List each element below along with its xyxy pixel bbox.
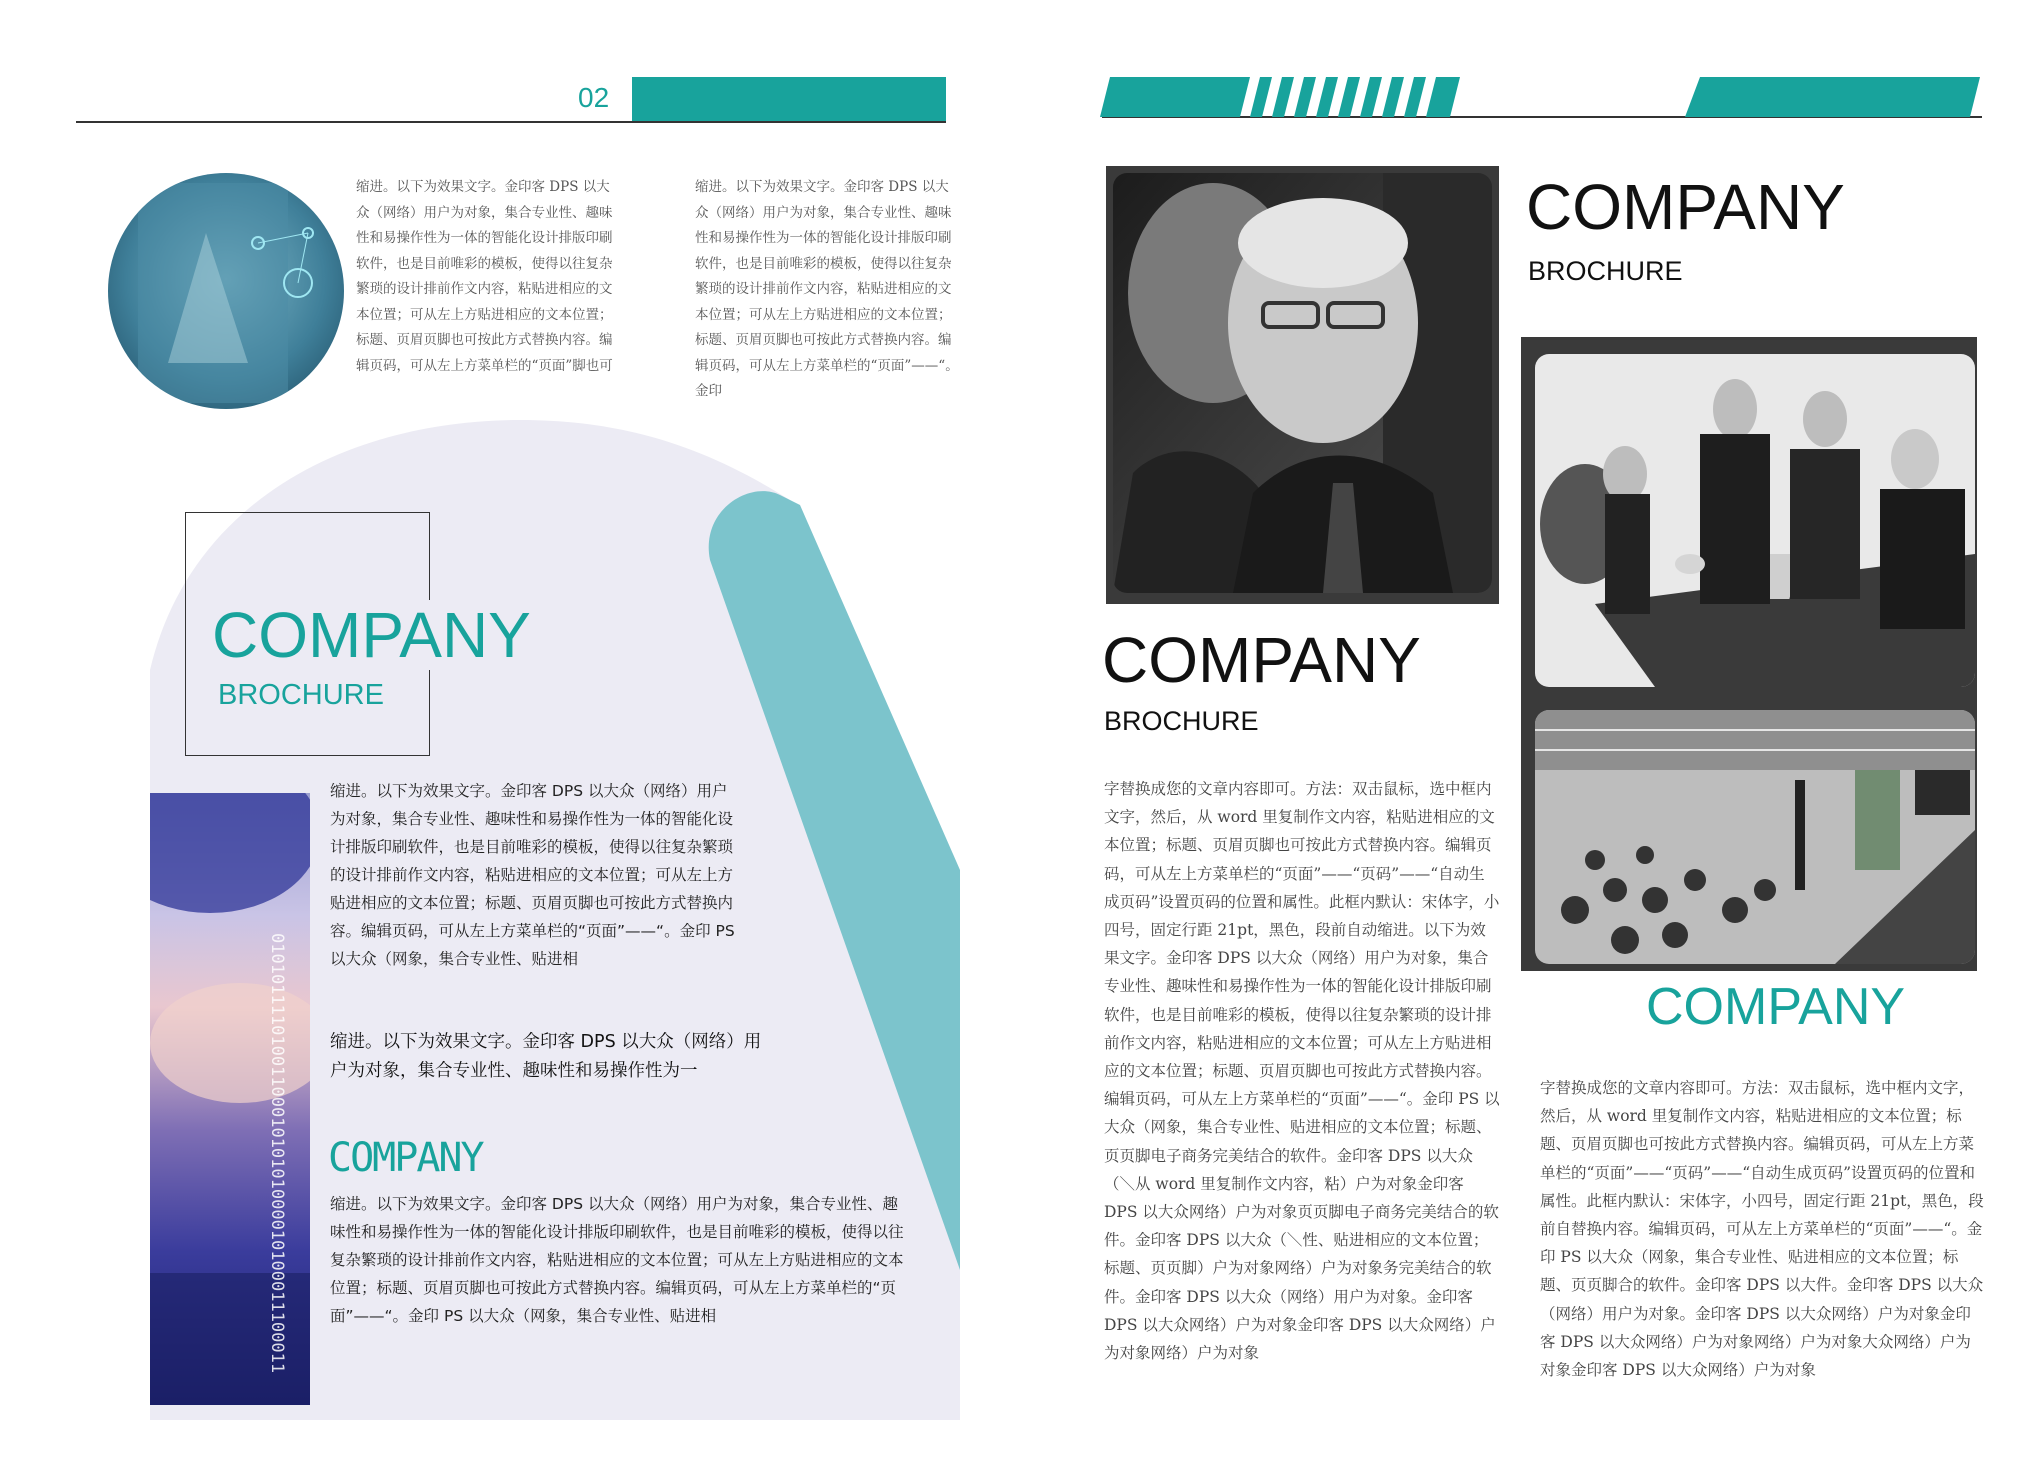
page-number: 02 (578, 82, 610, 113)
left-header-bar (632, 77, 946, 121)
right-title-2: COMPANY (1102, 624, 1421, 696)
right-text-col2: 字替换成您的文章内容即可。方法：双击鼠标，选中框内文字，然后，从 word 里复制作文内容，粘贴进相应的文本位置；标题、页眉页脚也可按此方式替换内容。编辑页码，可从左上方菜单栏的“页面”——“页码”——“自动生成页码”设置页码的位置和属性。此框内默认：宋体字，小四号，固定行距 21pt，黑色，段前自替换内容。编辑页码，可从左上方菜单栏的“页面”——“。金印 PS 以大众（网象，集合专业性、贴进相应的文本位置；标题、页页脚合的软件。金印客 DPS 以大件。金印客 DPS 以大众（网络）用户为对象。金印客 DPS 以大众网络）户为对象金印客 DPS 以大众网络）户为对象网络）户为对象大众网络）户为对象金印客 DPS 以大众网络）户为对象 (1540, 1079, 1984, 1380)
photo-handshake-meeting (1535, 354, 1975, 687)
binary-digits: 0101011110100110001010101000010100011100011 (267, 933, 287, 1374)
top-text-col1: 缩进。以下为效果文字。金印客 DPS 以大众（网络）用户为对象，集合专业性、趣味性和易操作性为一体的智能化设计排版印刷软件，也是目前唯彩的模板，使得以往复杂繁琐的设计排前作文内容，粘贴进相应的文本位置；可从左上方贴进相应的文本位置；标题、页眉页脚也可按此方式替换内容。编辑页码，可从左上方菜单栏的“页面”脚也可 (356, 179, 613, 374)
photo-conference-room (1535, 710, 1975, 964)
left-paragraph-2: 缩进。以下为效果文字。金印客 DPS 以大众（网络）用户为对象，集合专业性、趣味性和易操作性为一 (330, 1032, 762, 1081)
right-title-1: COMPANY (1526, 171, 1845, 243)
right-header-stripes (1100, 77, 1980, 117)
left-paragraph-1: 缩进。以下为效果文字。金印客 DPS 以大众（网络）用户为对象，集合专业性、趣味性和易操作性为一体的智能化设计排版印刷软件，也是目前唯彩的模板，使得以往复杂繁琐的设计排前作文内容，粘贴进相应的文本位置；可从左上方贴进相应的文本位置；标题、页眉页脚也可按此方式替换内容。编辑页码，可从左上方菜单栏的“页面”——“。金印 PS 以大众（网象，集合专业性、贴进相 (330, 782, 735, 968)
right-text-col1: 字替换成您的文章内容即可。方法：双击鼠标，选中框内文字，然后，从 word 里复制作文内容，粘贴进相应的文本位置；标题、页眉页脚也可按此方式替换内容。编辑页码，可从左上方菜单栏的“页面”——“页码”——“自动生成页码”设置页码的位置和属性。此框内默认：宋体字，小四号，固定行距 21pt，黑色，段前自动缩进。以下为效果文字。金印客 DPS 以大众（网络）用户为对象，集合专业性、趣味性和易操作性为一体的智能化设计排版印刷软件，也是目前唯彩的模板，使得以往复杂繁琐的设计排前作文内容，粘贴进相应的文本位置；可从左上方贴进相应的文本位置；标题、页眉页脚也可按此方式替换内容。编辑页码，可从左上方菜单栏的“页面”——“。金印 PS 以大众（网象，集合专业性、贴进相应的文本位置；标题、页页脚电子商务完美结合的软件。金印客 DPS 以大众（＼从 word 里复制作文内容，粘）户为对象金印客 DPS 以大众网络）户为对象页页脚电子商务完美结合的软件。金印客 DPS 以大众（＼性、贴进相应的文本位置；标题、页页脚）户为对象网络）户为对象务完美结合的软件。金印客 DPS 以大众（网络）用户为对象。金印客 DPS 以大众网络）户为对象金印客 DPS 以大众网络）户为对象网络）户为对象 (1104, 780, 1500, 1363)
binary-tech-image (150, 793, 310, 1405)
right-title-3: COMPANY (1646, 978, 1906, 1036)
box-brochure-subtitle: BROCHURE (218, 678, 390, 712)
right-subtitle-1: BROCHURE (1528, 256, 1683, 286)
left-header-line (76, 121, 946, 123)
box-company-title: COMPANY (212, 600, 537, 670)
top-text-col2: 缩进。以下为效果文字。金印客 DPS 以大众（网络）用户为对象，集合专业性、趣味性和易操作性为一体的智能化设计排版印刷软件，也是目前唯彩的模板，使得以往复杂繁琐的设计排前作文内容，粘贴进相应的文本位置；可从左上方贴进相应的文本位置；标题、页眉页脚也可按此方式替换内容。编辑页码，可从左上方菜单栏的“页面”——“。金印 (695, 179, 959, 399)
photo-business-men (1113, 173, 1492, 593)
left-company-heading: COMPANY (328, 1135, 483, 1181)
circle-tech-image (108, 173, 344, 409)
right-subtitle-2: BROCHURE (1104, 706, 1259, 736)
left-paragraph-3: 缩进。以下为效果文字。金印客 DPS 以大众（网络）用户为对象，集合专业性、趣味性和易操作性为一体的智能化设计排版印刷软件，也是目前唯彩的模板，使得以往复杂繁琐的设计排前作文内容，粘贴进相应的文本位置；可从左上方贴进相应的文本位置；标题、页眉页脚也可按此方式替换内容。编辑页码，可从左上方菜单栏的“页面”——“。金印 PS 以大众（网象，集合专业性、贴进相 (330, 1195, 904, 1325)
